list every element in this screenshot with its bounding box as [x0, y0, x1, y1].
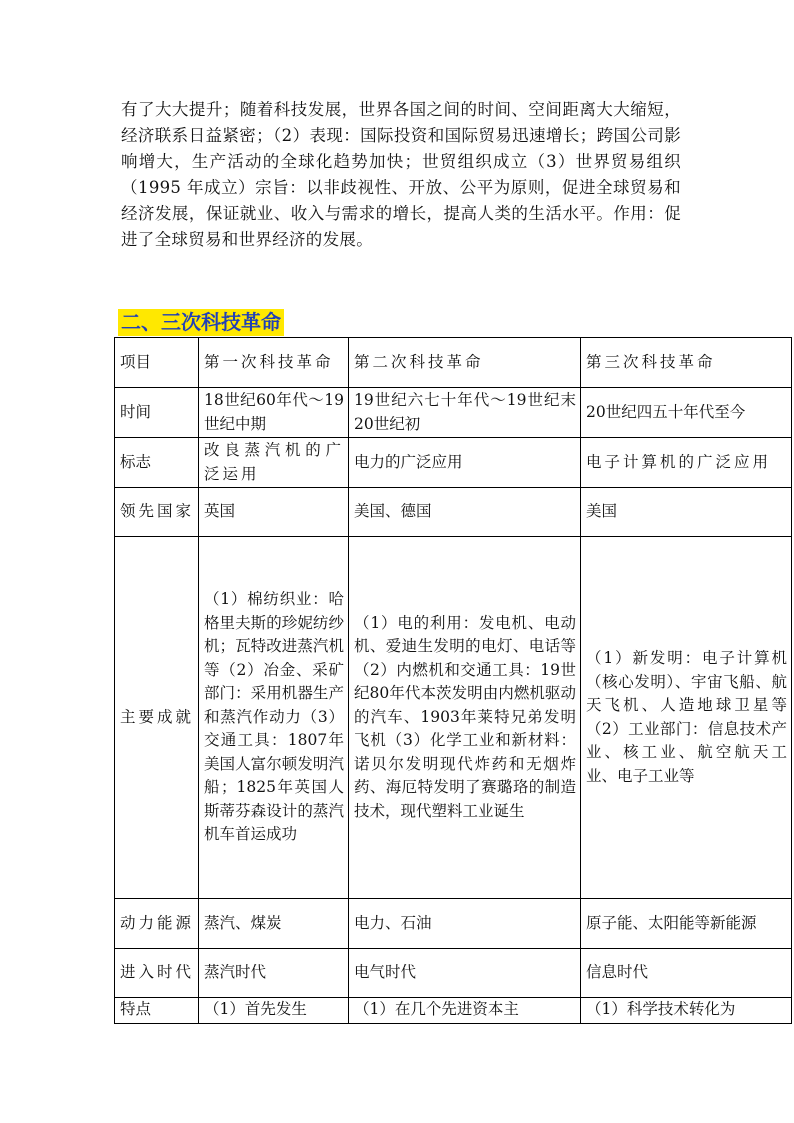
- cell-third: 美国: [581, 488, 792, 537]
- cell-first: 18世纪60年代～19世纪中期: [199, 388, 349, 438]
- cell-third: 20世纪四五十年代至今: [581, 388, 792, 438]
- table-row: [115, 488, 792, 537]
- table-row: [115, 899, 792, 949]
- section-heading: 二、三次科技革命: [118, 309, 284, 336]
- cell-first: 蒸汽时代: [199, 949, 349, 998]
- row-label: 主要成就: [115, 537, 199, 899]
- row-label: 标志: [115, 438, 199, 488]
- cell-first: 英国: [199, 488, 349, 537]
- cell-first: 蒸汽、煤炭: [199, 899, 349, 949]
- table-header-row: [115, 338, 792, 388]
- header-cell-item: 项目: [115, 338, 199, 388]
- header-cell-second: 第二次科技革命: [349, 338, 581, 388]
- cell-second: 电气时代: [349, 949, 581, 998]
- cell-first: 改良蒸汽机的广泛运用: [199, 438, 349, 488]
- row-label: 动力能源: [115, 899, 199, 949]
- table-row: [115, 998, 792, 1024]
- cell-second: （1）电的利用：发电机、电动机、爱迪生发明的电灯、电话等（2）内燃机和交通工具：19世纪80年代本茨发明由内燃机驱动的汽车、1903年莱特兄弟发明飞机（3）化学工业和新材料：诺贝尔发明现代炸药和无烟炸药、海厄特发明了赛璐珞的制造技术，现代塑料工业诞生: [349, 537, 581, 899]
- cell-second: （1）在几个先进资本主: [349, 998, 581, 1024]
- cell-third: （1）新发明：电子计算机（核心发明）、宇宙飞船、航天飞机、人造地球卫星等（2）工业部门：信息技术产业、核工业、航空航天工业、电子工业等: [581, 537, 792, 899]
- header-cell-third: 第三次科技革命: [581, 338, 792, 388]
- cell-second: 电力的广泛应用: [349, 438, 581, 488]
- table-row: [115, 537, 792, 899]
- cell-first: （1）棉纺织业：哈格里夫斯的珍妮纺纱机；瓦特改进蒸汽机等（2）冶金、采矿部门：采用机器生产和蒸汽作动力（3）交通工具：1807年美国人富尔顿发明汽船；1825年英国人斯蒂芬森设计的蒸汽机车首运成功: [199, 537, 349, 899]
- cell-third: 原子能、太阳能等新能源: [581, 899, 792, 949]
- cell-second: 电力、石油: [349, 899, 581, 949]
- cell-second: 美国、德国: [349, 488, 581, 537]
- row-label: 领先国家: [115, 488, 199, 537]
- row-label: 特点: [115, 998, 199, 1024]
- row-label: 时间: [115, 388, 199, 438]
- table-row: [115, 438, 792, 488]
- cell-first: （1）首先发生: [199, 998, 349, 1024]
- header-cell-first: 第一次科技革命: [199, 338, 349, 388]
- cell-third: （1）科学技术转化为: [581, 998, 792, 1024]
- table-row: [115, 949, 792, 998]
- table-row: [115, 388, 792, 438]
- intro-paragraph: 有了大大提升；随着科技发展，世界各国之间的时间、空间距离大大缩短，经济联系日益紧密；（2）表现：国际投资和国际贸易迅速增长；跨国公司影响增大，生产活动的全球化趋势加快；世贸组织成立（3）世界贸易组织（1995 年成立）宗旨：以非歧视性、开放、公平为原则，促进全球贸易和经济发展，保证就业、收入与需求的增长，提高人类的生活水平。作用：促进了全球贸易和世界经济的发展。: [121, 100, 681, 249]
- row-label: 进入时代: [115, 949, 199, 998]
- cell-third: 信息时代: [581, 949, 792, 998]
- tech-revolution-table: [114, 337, 792, 1024]
- cell-second: 19世纪六七十年代～19世纪末20世纪初: [349, 388, 581, 438]
- cell-third: 电子计算机的广泛应用: [581, 438, 792, 488]
